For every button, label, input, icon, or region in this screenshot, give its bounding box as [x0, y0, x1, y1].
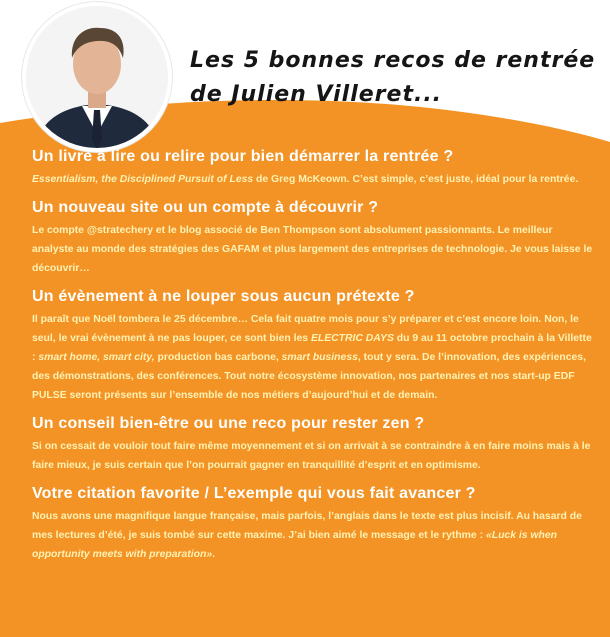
- answer-text: [32, 310, 594, 405]
- question-heading: Un conseil bien-être ou une reco pour rester zen ?: [32, 415, 425, 432]
- answer-text: [32, 507, 594, 564]
- question-heading: Un nouveau site ou un compte à découvrir ?: [32, 199, 379, 216]
- answer-part: , tout y sera. De l’innovation, des expériences, des démonstrations, des conférences. Tout notre écosystème innovation, nos partenaires et nos start-up EDF PULSE seront présents sur l’ensemble de nos métiers d’aujourd’hui et de demain.: [32, 352, 586, 401]
- quote-text: «Luck is when opportunity meets with preparation»: [32, 530, 557, 560]
- question-heading: Un livre à lire ou relire pour bien démarrer la rentrée ?: [32, 148, 454, 165]
- answer-part: du 9 au 11 octobre prochain à la Villette :: [32, 333, 592, 363]
- answer-emphasis: smart business: [281, 352, 358, 363]
- title-line-2: de Julien Villeret...: [190, 82, 443, 107]
- qa-content: [32, 146, 594, 572]
- answer-part: production bas carbone,: [154, 352, 282, 363]
- page-title: [190, 44, 595, 112]
- answer-text: Si on cessait de vouloir tout faire même moyennement et si on arrivait à se contraindre à en faire moins mais à le faire mieux, je suis certain que l’on pourrait gagner en tranquillité d’esprit et en optimisme.: [32, 441, 591, 471]
- portrait-photo: [26, 6, 168, 148]
- question-heading: Votre citation favorite / L’exemple qui vous fait avancer ?: [32, 485, 476, 502]
- section-site: [32, 197, 594, 278]
- section-wellbeing: [32, 413, 594, 475]
- book-title: Essentialism, the Disciplined Pursuit of Less: [32, 174, 254, 185]
- section-book: [32, 146, 594, 189]
- answer-part: .: [212, 549, 216, 560]
- title-line-1: Les 5 bonnes recos de rentrée: [190, 48, 596, 73]
- event-name: ELECTRIC DAYS: [310, 333, 394, 344]
- answer-emphasis: smart home, smart city,: [38, 352, 155, 363]
- question-heading: Un évènement à ne louper sous aucun prétexte ?: [32, 288, 415, 305]
- answer-part: Nous avons une magnifique langue française, mais parfois, l’anglais dans le texte est plus incisif. Au hasard de mes lectures d’été, je suis tombé sur cette maxime. J’ai bien aimé le message et le rythme :: [32, 511, 582, 541]
- section-event: [32, 286, 594, 405]
- answer-text: Le compte @stratechery et le blog associé de Ben Thompson sont absolument passionnants. Le meilleur analyste au monde des stratégies des GAFAM et plus largement des entreprises de technologie. Je vous laisse le découvrir…: [32, 225, 593, 274]
- answer-text: [32, 170, 594, 189]
- section-quote: [32, 483, 594, 564]
- answer-part: Il paraît que Noël tombera le 25 décembre… Cela fait quatre mois pour s’y préparer et c’est encore loin. Non, le seul, le vrai évènement à ne pas louper, ce sont bien les: [32, 314, 579, 344]
- avatar: [22, 2, 172, 152]
- answer-rest: de Greg McKeown. C’est simple, c’est juste, idéal pour la rentrée.: [253, 174, 579, 185]
